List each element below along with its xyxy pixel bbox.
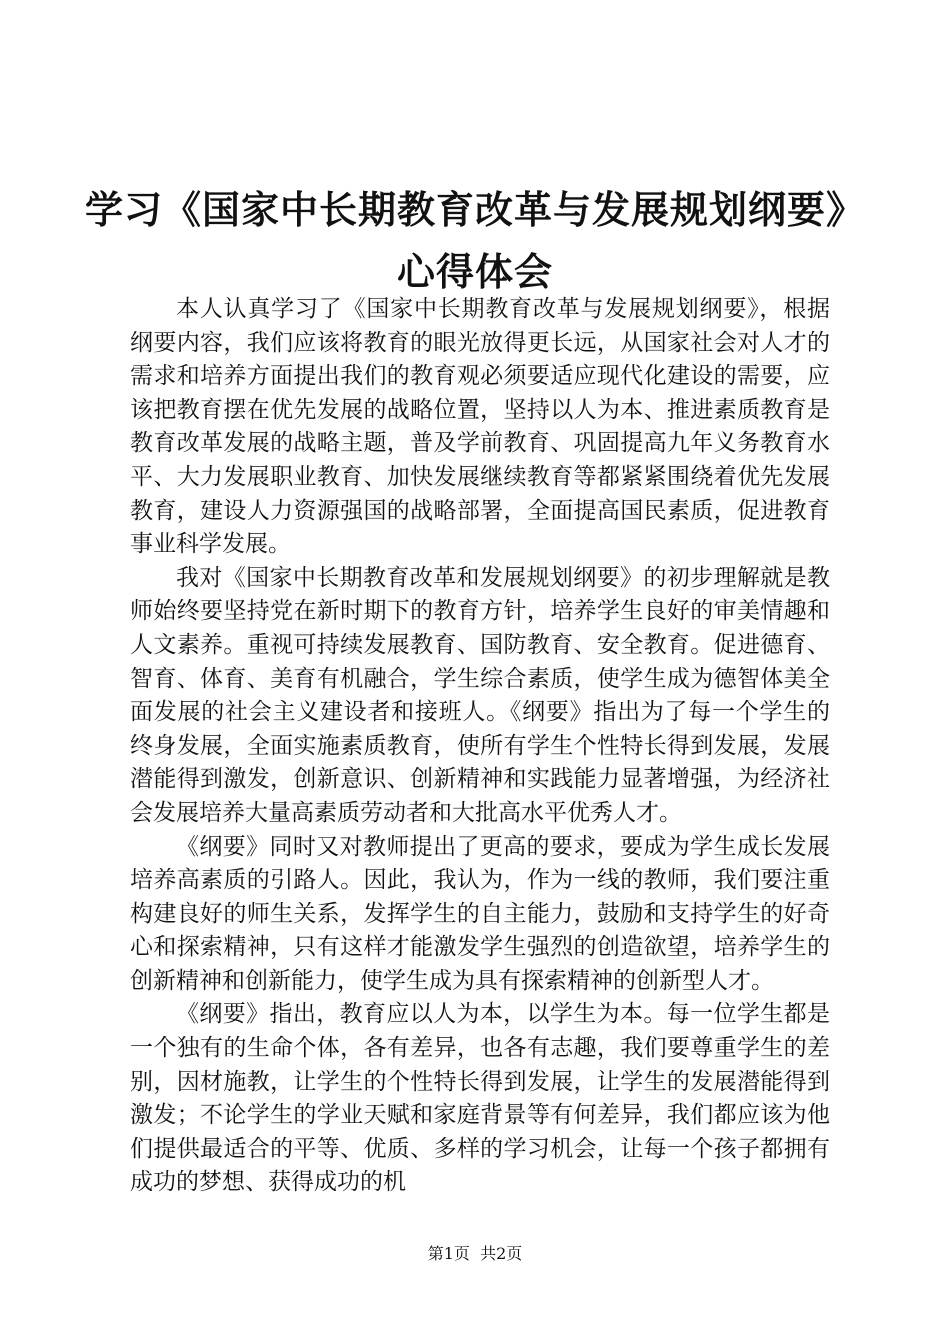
page-total: 共2页 <box>480 1244 523 1263</box>
page-number: 第1页 <box>427 1244 470 1263</box>
paragraph-4: 《纲要》指出，教育应以人为本，以学生为本。每一位学生都是一个独有的生命个体，各有差异，也各有志趣，我们要尊重学生的差别，因材施教，让学生的个性特长得到发展，让学生的发展潜能得到激发；不论学生的学业天赋和家庭背景等有何差异，我们都应该为他们提供最适合的平等、优质、多样的学习机会，让每一个孩子都拥有成功的梦想、获得成功的机 <box>130 1001 830 1196</box>
footer-separator <box>470 1244 480 1263</box>
paragraph-2: 我对《国家中长期教育改革和发展规划纲要》的初步理解就是教师始终要坚持党在新时期下的教育方针，培养学生良好的审美情趣和人文素养。重视可持续发展教育、国防教育、安全教育。促进德育、智育、体育、美育有机融合，学生综合素质，使学生成为德智体美全面发展的社会主义建设者和接班人。《纲要》指出为了每一个学生的终身发展，全面实施素质教育，使所有学生个性特长得到发展，发展潜能得到激发，创新意识、创新精神和实践能力显著增强，为经济社会发展培养大量高素质劳动者和大批高水平优秀人才。 <box>130 564 830 826</box>
document-body <box>130 293 830 1200</box>
paragraph-3: 《纲要》同时又对教师提出了更高的要求，要成为学生成长发展培养高素质的引路人。因此，我认为，作为一线的教师，我们要注重构建良好的师生关系，发挥学生的自主能力，鼓励和支持学生的好奇心和探索精神，只有这样才能激发学生强烈的创造欲望，培养学生的创新精神和创新能力，使学生成为具有探索精神的创新型人才。 <box>130 833 830 994</box>
document-title: 学习《国家中长期教育改革与发展规划纲要》 <box>84 188 865 232</box>
page-footer <box>0 1244 950 1264</box>
paragraph-1: 本人认真学习了《国家中长期教育改革与发展规划纲要》，根据纲要内容，我们应该将教育的眼光放得更长远，从国家社会对人才的需求和培养方面提出我们的教育观必须要适应现代化建设的需要，应该把教育摆在优先发展的战略位置，坚持以人为本、推进素质教育是教育改革发展的战略主题，普及学前教育、巩固提高九年义务教育水平、大力发展职业教育、加快发展继续教育等都紧紧围绕着优先发展教育，建设人力资源强国的战略部署，全面提高国民素质，促进教育事业科学发展。 <box>130 296 830 558</box>
document-subtitle: 心得体会 <box>396 250 553 294</box>
